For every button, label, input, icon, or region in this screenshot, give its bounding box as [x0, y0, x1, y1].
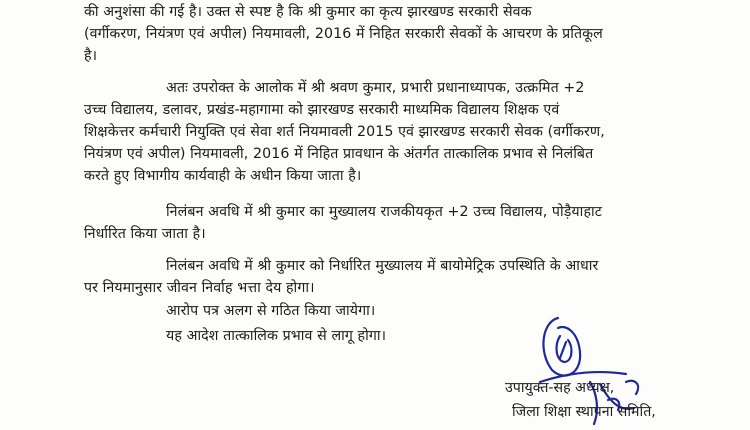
- para2-line1: अतः उपरोक्त के आलोक में श्री श्रवण कुमार, प्रभारी प्रधानाध्यापक, उत्क्रमित +2: [166, 80, 585, 96]
- signatory-office: जिला शिक्षा स्थापना समिति,: [512, 404, 656, 420]
- signatory-title: उपायुक्त-सह अध्यक्ष,: [505, 380, 615, 396]
- para2-line4: नियंत्रण एवं अपील) नियमावली, 2016 में निहित प्रावधान के अंतर्गत तात्कालिक प्रभाव से निलंबित: [84, 146, 594, 162]
- para4-line1: निलंबन अवधि में श्री कुमार को निर्धारित मुख्यालय में बायोमेट्रिक उपस्थिति के आधार: [166, 258, 599, 274]
- para3-line1: निलंबन अवधि में श्री कुमार का मुख्यालय राजकीयकृत +2 उच्च विद्यालय, पोड़ैयाहाट: [166, 204, 602, 220]
- para1-line2: (वर्गीकरण, नियंत्रण एवं अपील) नियमावली, 2016 में निहित सरकारी सेवकों के आचरण के प्रतिकूल: [84, 26, 603, 42]
- para1-line1: की अनुशंसा की गई है। उक्त से स्पष्ट है कि श्री कुमार का कृत्य झारखण्ड सरकारी सेवक: [84, 4, 532, 20]
- para5: आरोप पत्र अलग से गठित किया जायेगा।: [166, 303, 376, 319]
- para4-line2: पर नियमानुसार जीवन निर्वाह भत्ता देय होगा।: [84, 280, 315, 296]
- para2-line5: करते हुए विभागीय कार्यवाही के अधीन किया जाता है।: [84, 168, 362, 184]
- para3-line2: निर्धारित किया जाता है।: [84, 226, 206, 242]
- para2-line3: शिक्षकेत्तर कर्मचारी नियुक्ति एवं सेवा शर्त नियमावली 2015 एवं झारखण्ड सरकारी सेवक (वर्गीकरण,: [84, 124, 605, 140]
- para6: यह आदेश तात्कालिक प्रभाव से लागू होगा।: [166, 328, 387, 344]
- para2-line2: उच्च विद्यालय, डलावर, प्रखंड-महागामा को झारखण्ड सरकारी माध्यमिक विद्यालय शिक्षक एवं: [84, 102, 560, 118]
- para1-line3: है।: [84, 48, 98, 64]
